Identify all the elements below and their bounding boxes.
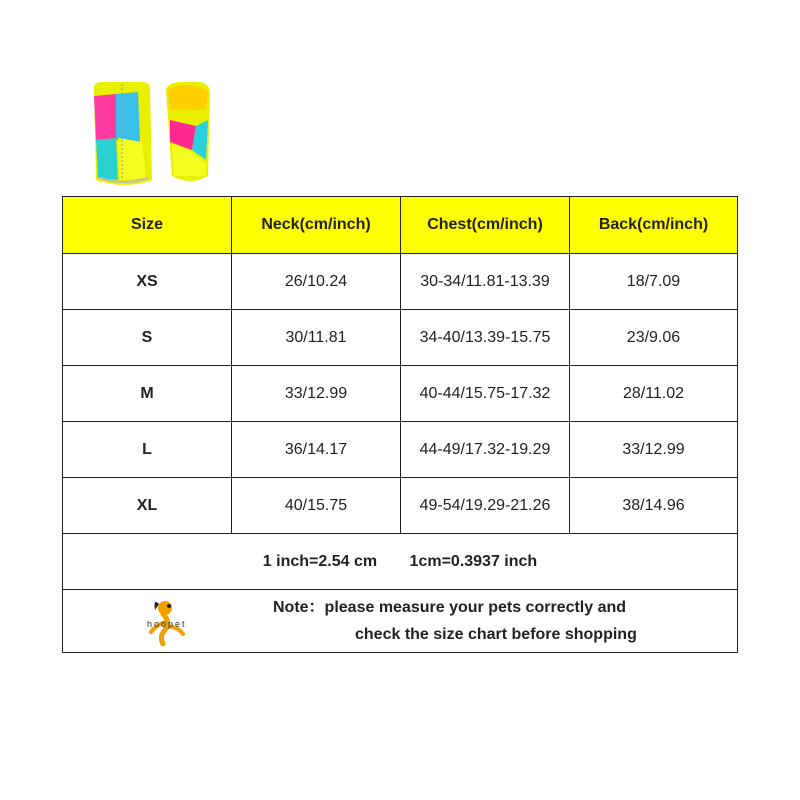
header-size: Size [63,197,232,254]
back-cell: 28/11.02 [570,366,738,422]
cm-to-inch-text: 1cm=0.3937 inch [409,552,538,570]
table-row [63,422,738,478]
table-row [63,254,738,310]
neck-cell: 40/15.75 [232,478,401,534]
neck-cell: 30/11.81 [232,310,401,366]
note-cell [63,590,738,653]
raincoat-side-view [166,82,210,181]
chest-cell: 49-54/19.29-21.26 [401,478,570,534]
size-cell: S [63,310,232,366]
svg-text:hoopet: hoopet [147,619,187,629]
back-cell: 33/12.99 [570,422,738,478]
back-cell: 38/14.96 [570,478,738,534]
note-line-1: Note：please measure your pets correctly and [273,599,627,616]
dog-logo-icon [143,596,199,646]
back-cell: 18/7.09 [570,254,738,310]
inch-to-cm-text: 1 inch=2.54 cm [262,552,378,570]
chest-cell: 30-34/11.81-13.39 [401,254,570,310]
conversion-cell [63,534,738,590]
size-cell: M [63,366,232,422]
table-row [63,366,738,422]
back-cell: 23/9.06 [570,310,738,366]
chest-cell: 34-40/13.39-15.75 [401,310,570,366]
product-images [86,80,216,190]
raincoat-back-view [94,82,152,185]
header-row [63,197,738,254]
neck-cell: 36/14.17 [232,422,401,478]
size-cell: XS [63,254,232,310]
chest-cell: 44-49/17.32-19.29 [401,422,570,478]
size-cell: XL [63,478,232,534]
chest-cell: 40-44/15.75-17.32 [401,366,570,422]
note-line-2: check the size chart before shopping [355,626,637,643]
table-row [63,310,738,366]
header-back: Back(cm/inch) [570,197,738,254]
conversion-row [63,534,738,590]
table-row [63,478,738,534]
size-chart-table [62,196,738,653]
neck-cell: 33/12.99 [232,366,401,422]
header-chest: Chest(cm/inch) [401,197,570,254]
dog-raincoat-image [86,80,216,190]
size-cell: L [63,422,232,478]
header-neck: Neck(cm/inch) [232,197,401,254]
neck-cell: 26/10.24 [232,254,401,310]
hoopet-logo [143,596,199,646]
note-row [63,590,738,653]
